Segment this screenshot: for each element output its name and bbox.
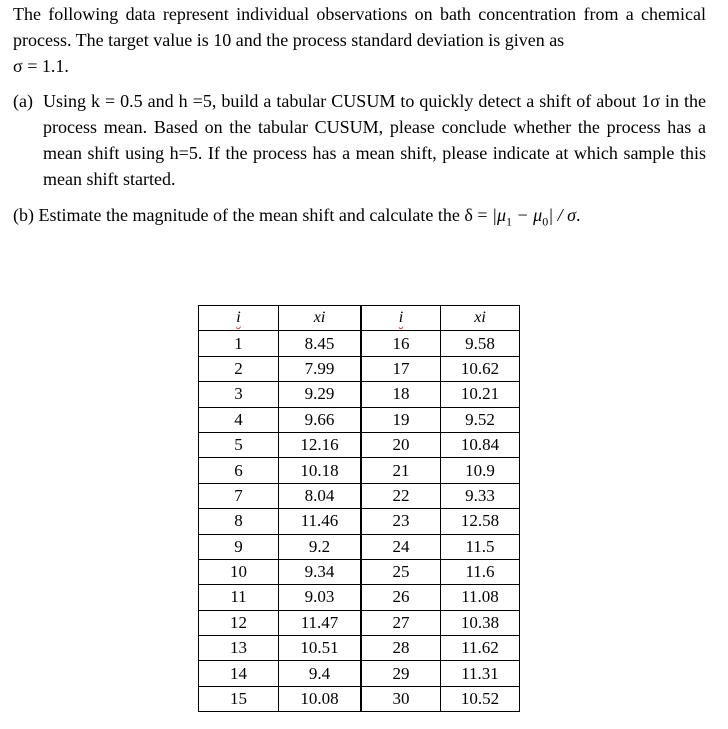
table-row <box>199 509 520 534</box>
table-row <box>199 534 520 559</box>
header-x-1-text: xi <box>313 309 326 327</box>
observation-value-cell: 10.62 <box>441 356 520 381</box>
sample-index-cell: 13 <box>199 636 279 661</box>
header-i-1-text: i <box>236 309 241 327</box>
observation-value-cell: 9.4 <box>279 661 362 686</box>
sample-index-cell: 12 <box>199 610 279 635</box>
observation-value-cell: 11.62 <box>441 636 520 661</box>
sample-index-cell: 20 <box>361 432 441 457</box>
observation-value-cell: 8.04 <box>279 483 362 508</box>
observation-value-cell: 10.21 <box>441 382 520 407</box>
sample-index-cell: 8 <box>199 509 279 534</box>
header-x-1 <box>279 306 362 331</box>
observation-value-cell: 9.2 <box>279 534 362 559</box>
table-body <box>199 331 520 712</box>
table-row <box>199 686 520 711</box>
observation-value-cell: 11.08 <box>441 585 520 610</box>
observation-value-cell: 9.29 <box>279 382 362 407</box>
problem-intro <box>13 1 706 79</box>
sample-index-cell: 23 <box>361 509 441 534</box>
sample-index-cell: 9 <box>199 534 279 559</box>
observation-value-cell: 10.08 <box>279 686 362 711</box>
table-row <box>199 636 520 661</box>
formula-tail: | / σ <box>548 205 577 225</box>
table-row <box>199 559 520 584</box>
header-i-1 <box>199 306 279 331</box>
observation-value-cell: 12.58 <box>441 509 520 534</box>
formula-bar: | <box>491 205 497 225</box>
sample-index-cell: 7 <box>199 483 279 508</box>
table-row <box>199 331 520 356</box>
observation-value-cell: 9.33 <box>441 483 520 508</box>
observation-value-cell: 10.38 <box>441 610 520 635</box>
sample-index-cell: 6 <box>199 458 279 483</box>
part-a <box>13 88 706 192</box>
table-row <box>199 356 520 381</box>
header-i-2-text: i <box>398 309 404 327</box>
sample-index-cell: 27 <box>361 610 441 635</box>
table-row <box>199 458 520 483</box>
formula-sub1: 1 <box>505 214 512 229</box>
part-b-label: (b) <box>13 205 34 225</box>
observation-value-cell: 9.52 <box>441 407 520 432</box>
observation-value-cell: 8.45 <box>279 331 362 356</box>
header-i-2 <box>361 306 441 331</box>
observation-value-cell: 9.66 <box>279 407 362 432</box>
observation-value-cell: 11.31 <box>441 661 520 686</box>
observation-value-cell: 9.03 <box>279 585 362 610</box>
table-header-row <box>199 306 520 331</box>
formula-mu0: μ <box>533 205 543 225</box>
sample-index-cell: 26 <box>361 585 441 610</box>
sample-index-cell: 18 <box>361 382 441 407</box>
observation-value-cell: 10.84 <box>441 432 520 457</box>
sample-index-cell: 3 <box>199 382 279 407</box>
observation-value-cell: 10.18 <box>279 458 362 483</box>
observation-value-cell: 7.99 <box>279 356 362 381</box>
table-row <box>199 610 520 635</box>
intro-text: The following data represent individual observations on bath concentration from a chemical process. The target value is 10 and the process standard deviation is given as <box>13 4 706 50</box>
part-b <box>13 202 713 235</box>
sample-index-cell: 5 <box>199 432 279 457</box>
sample-index-cell: 10 <box>199 559 279 584</box>
sample-index-cell: 11 <box>199 585 279 610</box>
sample-index-cell: 17 <box>361 356 441 381</box>
sample-index-cell: 29 <box>361 661 441 686</box>
formula-sub0: 0 <box>542 214 549 229</box>
delta-formula <box>491 205 577 229</box>
part-b-text: Estimate the magnitude of the mean shift and calculate the δ = <box>38 205 492 225</box>
observation-value-cell: 12.16 <box>279 432 362 457</box>
sample-index-cell: 15 <box>199 686 279 711</box>
sample-index-cell: 2 <box>199 356 279 381</box>
sample-index-cell: 16 <box>361 331 441 356</box>
sample-index-cell: 24 <box>361 534 441 559</box>
table-row <box>199 432 520 457</box>
header-x-2-text: xi <box>474 309 486 327</box>
sigma-value: σ = 1.1. <box>13 56 69 76</box>
observation-value-cell: 11.46 <box>279 509 362 534</box>
observations-table <box>198 305 520 712</box>
table-row <box>199 585 520 610</box>
sample-index-cell: 14 <box>199 661 279 686</box>
sample-index-cell: 21 <box>361 458 441 483</box>
sample-index-cell: 19 <box>361 407 441 432</box>
observation-value-cell: 10.52 <box>441 686 520 711</box>
observation-value-cell: 11.5 <box>441 534 520 559</box>
header-x-2 <box>441 306 520 331</box>
observation-value-cell: 10.51 <box>279 636 362 661</box>
table-row <box>199 407 520 432</box>
part-b-end: . <box>576 205 581 225</box>
sample-index-cell: 25 <box>361 559 441 584</box>
observation-value-cell: 11.47 <box>279 610 362 635</box>
table-row <box>199 382 520 407</box>
part-a-label: (a) <box>13 91 33 111</box>
observation-value-cell: 10.9 <box>441 458 520 483</box>
sample-index-cell: 30 <box>361 686 441 711</box>
sample-index-cell: 1 <box>199 331 279 356</box>
observation-value-cell: 9.34 <box>279 559 362 584</box>
part-a-text: Using k = 0.5 and h =5, build a tabular CUSUM to quickly detect a shift of about 1σ in the process mean. Based on the tabular CUSUM, please conclude whether the process has a mean shift using h=5. If the process has a mean shift, please indicate at which sample this mean shift started. <box>43 91 706 189</box>
observation-value-cell: 9.58 <box>441 331 520 356</box>
sample-index-cell: 4 <box>199 407 279 432</box>
table-row <box>199 483 520 508</box>
formula-minus: − <box>511 205 534 225</box>
observation-value-cell: 11.6 <box>441 559 520 584</box>
formula-mu1: μ <box>496 205 506 225</box>
sample-index-cell: 22 <box>361 483 441 508</box>
sample-index-cell: 28 <box>361 636 441 661</box>
table-row <box>199 661 520 686</box>
